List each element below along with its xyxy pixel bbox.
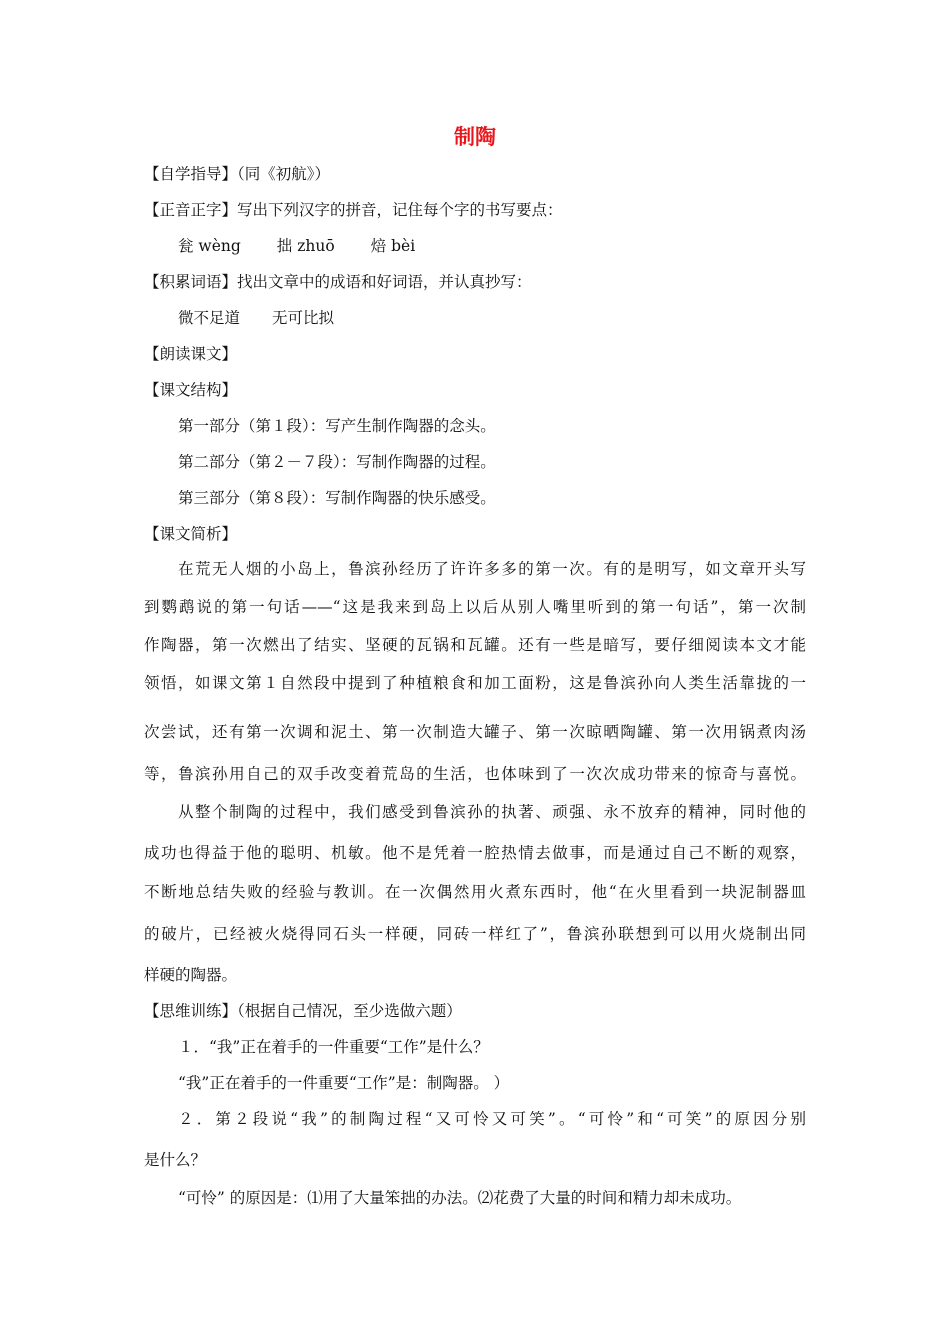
vocabulary-section	[144, 270, 532, 294]
pronunciation-section	[144, 198, 563, 222]
pinyin-item: 焙 bèi	[370, 237, 416, 255]
pinyin-item: 拙 zhuō	[276, 237, 335, 255]
analysis-paragraph-line: 的破片，已经被火烧得同石头一样硬，同砖一样红了”，鲁滨孙联想到可以用火烧制出同	[144, 925, 806, 943]
analysis-heading: 【课文简析】	[144, 525, 238, 543]
exercises-heading: 【思维训练】	[144, 1002, 238, 1020]
vocabulary-item: 无可比拟	[272, 309, 335, 327]
analysis-paragraph-line: 到鹦鹉说的第一句话——“这是我来到岛上以后从别人嘴里听到的第一句话”，第一次制	[144, 598, 806, 616]
question-2: ２．第２段说“我”的制陶过程“又可怜又可笑”。“可怜”和“可笑”的原因分别	[178, 1110, 806, 1128]
self-study-section	[144, 162, 330, 186]
analysis-paragraph-line: 次尝试，还有第一次调和泥土、第一次制造大罐子、第一次晾晒陶罐、第一次用锅煮肉汤	[144, 723, 806, 741]
self-study-text: （同《初航》）	[237, 165, 331, 183]
analysis-paragraph-line: 作陶器，第一次燃出了结实、坚硬的瓦锅和瓦罐。还有一些是暗写，要仔细阅读本文才能	[144, 636, 806, 654]
structure-part: 第二部分（第２－７段）：写制作陶器的过程。	[178, 453, 496, 471]
analysis-paragraph-line: 成功也得益于他的聪明、机敏。他不是凭着一腔热情去做事，而是通过自己不断的观察，	[144, 844, 806, 862]
analysis-paragraph-line: 等，鲁滨孙用自己的双手改变着荒岛的生活，也体味到了一次次成功带来的惊奇与喜悦。	[144, 765, 806, 783]
answer-2: “可怜” 的原因是：⑴用了大量笨拙的办法。⑵花费了大量的时间和精力却未成功。	[178, 1189, 742, 1207]
question-2-continued: 是什么？	[144, 1151, 207, 1169]
analysis-paragraph-line: 在荒无人烟的小岛上，鲁滨孙经历了许许多多的第一次。有的是明写，如文章开头写	[178, 560, 806, 578]
vocabulary-item: 微不足道	[178, 309, 241, 327]
vocabulary-heading: 【积累词语】	[144, 273, 238, 291]
exercises-section	[144, 999, 462, 1023]
page-title: 制陶	[454, 125, 496, 149]
pronunciation-text: 写出下列汉字的拼音，记住每个字的书写要点：	[237, 201, 563, 219]
vocabulary-text: 找出文章中的成语和好词语，并认真抄写：	[237, 273, 532, 291]
exercises-note: （根据自己情况，至少选做六题）	[237, 1002, 462, 1020]
structure-part: 第三部分（第８段）：写制作陶器的快乐感受。	[178, 489, 496, 507]
vocabulary-items	[178, 306, 334, 330]
pronunciation-items	[178, 234, 415, 258]
structure-part: 第一部分（第１段）：写产生制作陶器的念头。	[178, 417, 496, 435]
analysis-paragraph-line: 从整个制陶的过程中，我们感受到鲁滨孙的执著、顽强、永不放弃的精神，同时他的	[178, 803, 806, 821]
analysis-paragraph-line: 领悟，如课文第１自然段中提到了种植粮食和加工面粉，这是鲁滨孙向人类生活靠拢的一	[144, 674, 806, 692]
question-1: １．“我”正在着手的一件重要“工作”是什么？	[178, 1038, 489, 1056]
self-study-heading: 【自学指导】	[144, 165, 238, 183]
analysis-paragraph-line: 样硬的陶器。	[144, 966, 238, 984]
pinyin-item: 瓮 wèng	[178, 237, 241, 255]
reading-heading: 【朗读课文】	[144, 345, 238, 363]
pronunciation-heading: 【正音正字】	[144, 201, 238, 219]
analysis-paragraph-line: 不断地总结失败的经验与教训。在一次偶然用火煮东西时，他“在火里看到一块泥制器皿	[144, 883, 806, 901]
structure-heading: 【课文结构】	[144, 381, 238, 399]
answer-1: “我”正在着手的一件重要“工作”是：制陶器。 ）	[178, 1074, 510, 1092]
